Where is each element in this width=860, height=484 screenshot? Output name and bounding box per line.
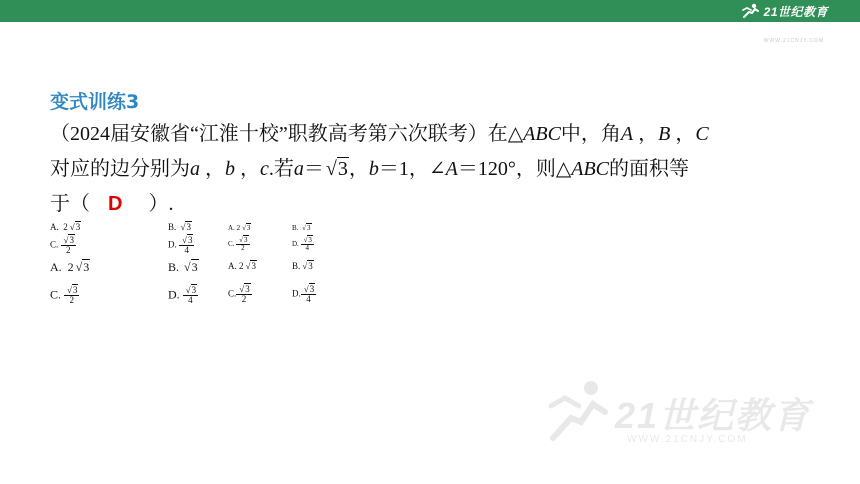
question-line-3: 于（ D ）. <box>50 187 820 222</box>
header-bar <box>0 0 860 22</box>
option-a[interactable]: A. 2 √3 <box>50 260 90 274</box>
question-line-1: （2024届安徽省“江淮十校”职教高考第六次联考）在△ABC中，角A ，B ，C <box>50 123 709 145</box>
section-title: 变式训练3 <box>50 91 140 113</box>
brand-text: 21世纪教育 <box>763 4 828 19</box>
option-c[interactable]: C. $\frac{√3}{2}$ <box>228 236 248 252</box>
option-a[interactable]: A. 2 √3 <box>228 261 256 271</box>
brand-url: WWW.21CNJY.COM <box>763 38 824 44</box>
option-c[interactable]: C. $\frac{√3}{2}$ <box>228 284 250 304</box>
sqrt-symbol: √3 <box>325 158 348 180</box>
option-a[interactable]: A. 2 √3 <box>50 222 81 232</box>
question-line-2: 对应的边分别为a ，b ，c.若a＝ √3，b＝1，∠A＝120°，则△ABC的面积等 <box>50 152 820 187</box>
watermark <box>545 374 845 454</box>
option-b[interactable]: B. √3 <box>292 224 311 232</box>
answer-mark: D <box>108 193 123 215</box>
brand-logo <box>741 2 828 20</box>
option-d[interactable]: D. $\frac{√3}{4}$ <box>168 235 193 255</box>
option-b[interactable]: B. √3 <box>168 222 191 232</box>
option-b[interactable]: B. √3 <box>292 261 313 271</box>
option-a[interactable]: A. 2 √3 <box>228 224 251 232</box>
option-c[interactable]: C. $\frac{√3}{2}$ <box>50 235 74 255</box>
watermark-text: 21世纪教育 <box>615 395 812 436</box>
question-text <box>50 117 820 222</box>
option-d[interactable]: D. $\frac{√3}{4}$ <box>292 236 312 252</box>
option-b[interactable]: B. √3 <box>168 260 198 274</box>
option-d[interactable]: D. $\frac{√3}{4}$ <box>292 284 315 304</box>
runner-watermark-icon <box>545 376 615 446</box>
watermark-url: WWW.21CNJY.COM <box>627 434 748 445</box>
option-c[interactable]: C. $\frac{√3}{2}$ <box>50 285 78 305</box>
option-d[interactable]: D. $\frac{√3}{4}$ <box>168 285 197 305</box>
runner-icon <box>741 3 761 19</box>
